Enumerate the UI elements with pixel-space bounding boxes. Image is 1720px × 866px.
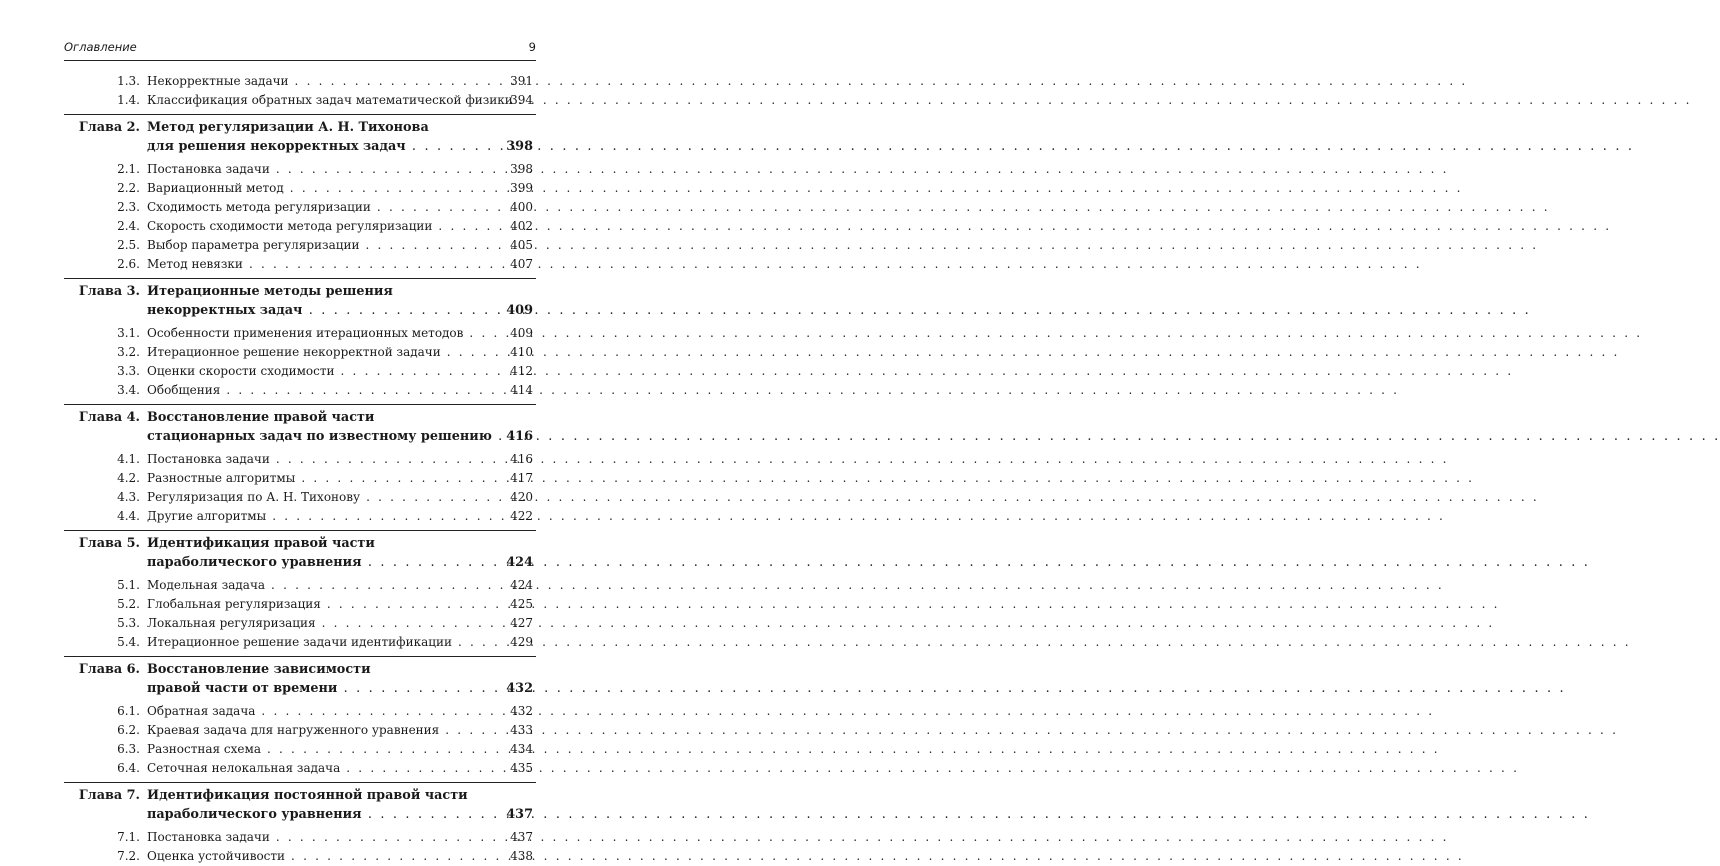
section-page-number: 400: [510, 200, 533, 214]
toc-section[interactable]: [0, 236, 600, 255]
toc-section[interactable]: [0, 179, 600, 198]
section-title: Модельная задача . . .: [147, 576, 474, 595]
section-title: Обратная задача . . .: [147, 702, 474, 721]
section-title: Другие алгоритмы . . .: [147, 507, 474, 526]
section-page-number: 394: [510, 93, 533, 107]
section-title: Глобальная регуляризация . . .: [147, 595, 474, 614]
section-number: 2.2.: [117, 181, 140, 195]
section-title: Скорость сходимости метода регуляризации . . .: [147, 217, 474, 236]
toc-section[interactable]: [0, 595, 600, 614]
toc-section[interactable]: [0, 828, 600, 847]
toc-chapter[interactable]: [0, 786, 600, 824]
toc-section[interactable]: [0, 469, 600, 488]
toc-section[interactable]: [0, 847, 600, 866]
toc-chapter[interactable]: [0, 408, 600, 446]
toc-section[interactable]: [0, 759, 600, 778]
section-number: 7.1.: [117, 830, 140, 844]
section-number: 1.3.: [117, 74, 140, 88]
chapter-number: Глава 6.: [78, 662, 140, 677]
section-page-number: 410: [510, 345, 533, 359]
toc-section[interactable]: [0, 198, 600, 217]
chapter-divider: [64, 530, 536, 531]
section-title: Итерационное решение некорректной задачи . . .: [147, 343, 474, 362]
section-page-number: 417: [510, 471, 533, 485]
section-page-number: 437: [510, 830, 533, 844]
section-number: 6.1.: [117, 704, 140, 718]
section-page-number: 422: [510, 509, 533, 523]
chapter-title-line2: параболического уравнения . . .: [147, 553, 474, 572]
chapter-title-line2: некорректных задач . . .: [147, 301, 474, 320]
section-number: 6.2.: [117, 723, 140, 737]
chapter-title-line1: Итерационные методы решения: [147, 284, 393, 299]
section-number: 4.2.: [117, 471, 140, 485]
toc-section[interactable]: [0, 324, 600, 343]
section-title: Метод невязки . . .: [147, 255, 474, 274]
chapter-page-number: 398: [506, 139, 533, 154]
toc-section[interactable]: [0, 576, 600, 595]
chapter-title-line1: Восстановление правой части: [147, 410, 375, 425]
toc-section[interactable]: [0, 507, 600, 526]
section-number: 3.3.: [117, 364, 140, 378]
chapter-page-number: 432: [506, 681, 533, 696]
section-page-number: 434: [510, 742, 533, 756]
chapter-divider: [64, 782, 536, 783]
section-number: 5.4.: [117, 635, 140, 649]
section-title: Сеточная нелокальная задача . . .: [147, 759, 474, 778]
toc-section[interactable]: [0, 343, 600, 362]
section-number: 6.3.: [117, 742, 140, 756]
section-title: Вариационный метод . . .: [147, 179, 474, 198]
toc-chapter[interactable]: [0, 660, 600, 698]
chapter-page-number: 416: [506, 429, 533, 444]
section-title: Оценки скорости сходимости . . .: [147, 362, 474, 381]
section-title: Регуляризация по А. Н. Тихонову . . .: [147, 488, 474, 507]
chapter-number: Глава 2.: [78, 120, 140, 135]
section-page-number: 391: [510, 74, 533, 88]
chapter-title-line1: Идентификация правой части: [147, 536, 375, 551]
chapter-page-number: 409: [506, 303, 533, 318]
running-header: [64, 40, 536, 54]
chapter-number: Глава 7.: [78, 788, 140, 803]
section-number: 5.1.: [117, 578, 140, 592]
chapter-title-line2: стационарных задач по известному решению . . .: [147, 427, 474, 446]
section-page-number: 425: [510, 597, 533, 611]
chapter-number: Глава 3.: [78, 284, 140, 299]
section-number: 6.4.: [117, 761, 140, 775]
section-title: Краевая задача для нагруженного уравнения . . .: [147, 721, 474, 740]
section-page-number: 416: [510, 452, 533, 466]
section-number: 2.6.: [117, 257, 140, 271]
section-number: 5.3.: [117, 616, 140, 630]
section-title: Обобщения . . .: [147, 381, 474, 400]
section-page-number: 424: [510, 578, 533, 592]
section-page-number: 407: [510, 257, 533, 271]
section-number: 2.1.: [117, 162, 140, 176]
section-page-number: 399: [510, 181, 533, 195]
chapter-title-line1: Восстановление зависимости: [147, 662, 371, 677]
section-title: Постановка задачи . . .: [147, 450, 474, 469]
page-number: 9: [528, 40, 536, 54]
section-number: 2.5.: [117, 238, 140, 252]
chapter-divider: [64, 114, 536, 115]
section-number: 1.4.: [117, 93, 140, 107]
chapter-page-number: 437: [506, 807, 533, 822]
section-number: 2.4.: [117, 219, 140, 233]
section-number: 3.4.: [117, 383, 140, 397]
section-title: Некорректные задачи . . .: [147, 72, 474, 91]
section-page-number: 433: [510, 723, 533, 737]
toc-section[interactable]: [0, 450, 600, 469]
section-title: Постановка задачи . . .: [147, 828, 474, 847]
section-title: Локальная регуляризация . . .: [147, 614, 474, 633]
section-page-number: 398: [510, 162, 533, 176]
section-number: 4.4.: [117, 509, 140, 523]
toc-chapter[interactable]: [0, 282, 600, 320]
toc-section[interactable]: [0, 381, 600, 400]
toc-section[interactable]: [0, 633, 600, 652]
toc-section[interactable]: [0, 614, 600, 633]
section-title: Постановка задачи . . .: [147, 160, 474, 179]
toc-section[interactable]: [0, 740, 600, 759]
section-title: Оценка устойчивости . . .: [147, 847, 474, 866]
chapter-divider: [64, 404, 536, 405]
toc-section[interactable]: [0, 91, 600, 110]
toc-section[interactable]: [0, 488, 600, 507]
section-title: Разностная схема . . .: [147, 740, 474, 759]
section-title: Итерационное решение задачи идентификации . . .: [147, 633, 474, 652]
chapter-divider: [64, 278, 536, 279]
toc-section[interactable]: [0, 702, 600, 721]
section-page-number: 409: [510, 326, 533, 340]
chapter-title-line1: Метод регуляризации А. Н. Тихонова: [147, 120, 429, 135]
chapter-title-line2: для решения некорректных задач . . .: [147, 137, 474, 156]
section-number: 3.1.: [117, 326, 140, 340]
chapter-title-line2: правой части от времени . . .: [147, 679, 474, 698]
toc-section[interactable]: [0, 362, 600, 381]
toc-section[interactable]: [0, 160, 600, 179]
section-number: 4.1.: [117, 452, 140, 466]
section-page-number: 402: [510, 219, 533, 233]
section-title: Разностные алгоритмы . . .: [147, 469, 474, 488]
section-page-number: 412: [510, 364, 533, 378]
toc-chapter[interactable]: [0, 534, 600, 572]
toc-chapter[interactable]: [0, 118, 600, 156]
toc-section[interactable]: [0, 217, 600, 236]
chapter-page-number: 424: [506, 555, 533, 570]
chapter-number: Глава 4.: [78, 410, 140, 425]
toc-section[interactable]: [0, 721, 600, 740]
section-page-number: 438: [510, 849, 533, 863]
header-rule: [64, 60, 536, 61]
section-number: 4.3.: [117, 490, 140, 504]
section-title: Выбор параметра регуляризации . . .: [147, 236, 474, 255]
section-page-number: 414: [510, 383, 533, 397]
toc-section[interactable]: [0, 72, 600, 91]
section-title: Классификация обратных задач математической физики . . .: [147, 91, 474, 110]
section-number: 2.3.: [117, 200, 140, 214]
section-page-number: 435: [510, 761, 533, 775]
section-title: Сходимость метода регуляризации . . .: [147, 198, 474, 217]
section-number: 7.2.: [117, 849, 140, 863]
section-page-number: 429: [510, 635, 533, 649]
chapter-title-line2: параболического уравнения . . .: [147, 805, 474, 824]
section-page-number: 420: [510, 490, 533, 504]
chapter-title-line1: Идентификация постоянной правой части: [147, 788, 468, 803]
section-page-number: 427: [510, 616, 533, 630]
section-number: 3.2.: [117, 345, 140, 359]
section-page-number: 405: [510, 238, 533, 252]
running-header-title: Оглавление: [64, 40, 137, 54]
chapter-number: Глава 5.: [78, 536, 140, 551]
chapter-divider: [64, 656, 536, 657]
section-page-number: 432: [510, 704, 533, 718]
section-number: 5.2.: [117, 597, 140, 611]
toc-section[interactable]: [0, 255, 600, 274]
section-title: Особенности применения итерационных методов . . .: [147, 324, 474, 343]
